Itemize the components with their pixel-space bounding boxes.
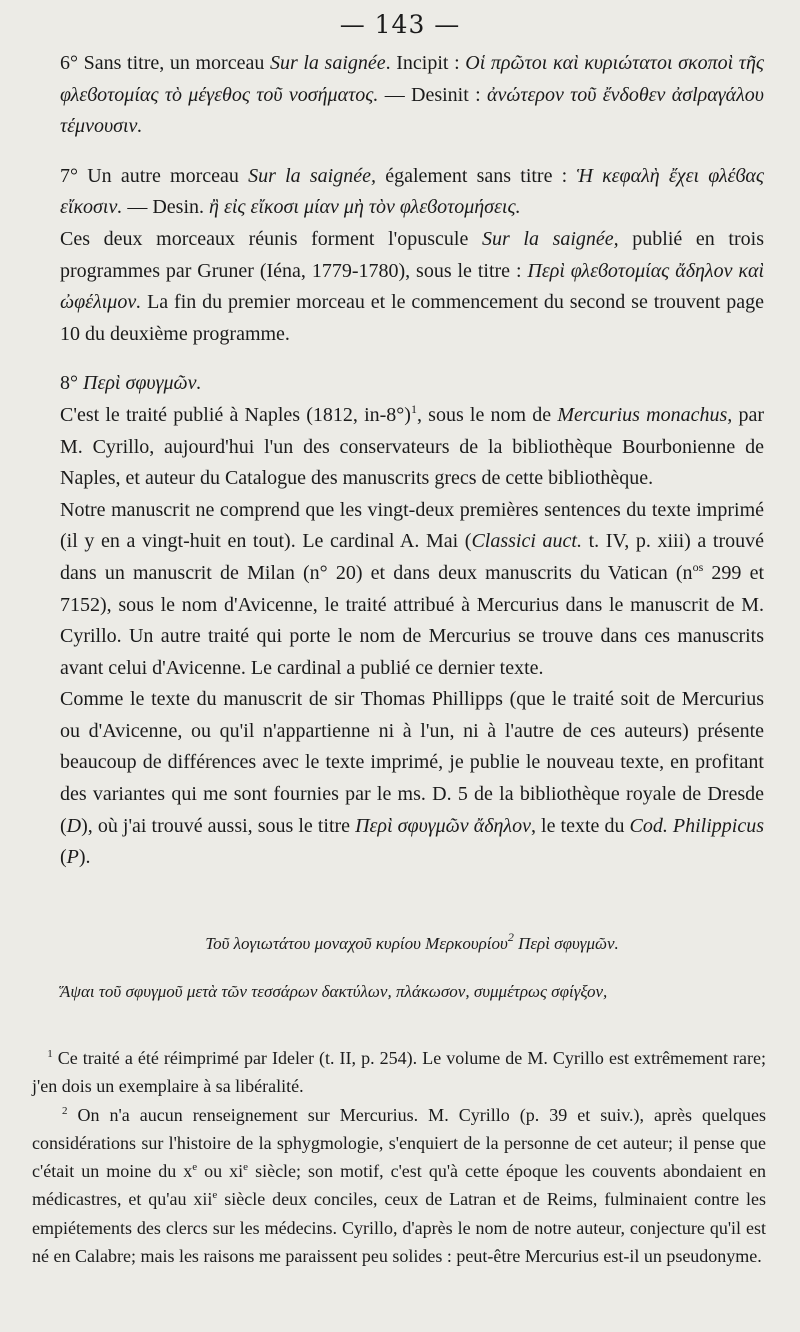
item7-desin-greek: ἢ εἰς εἴκοσι μίαν μὴ τὸν φλεϐοτομήσεις. xyxy=(209,196,521,219)
page-number: — 143 — xyxy=(339,10,461,39)
item6-lead: 6° Sans titre, un morceau xyxy=(60,52,270,74)
saignee-greek-title: Περὶ φλεϐοτομίας ἄδηλον καὶ ὠφέλιμον. xyxy=(60,259,765,314)
footnote-1-number: 1 xyxy=(47,1048,53,1060)
footnote-2-sup-e3: e xyxy=(212,1189,218,1202)
greek-title-text-a: Τοῦ λογιωτάτου μοναχοῦ κυρίου Μερκουρίου xyxy=(205,934,508,953)
saignee-text-c: La fin du premier morceau et le commencement du second se trouvent page 10 du deuxième programme. xyxy=(60,291,764,345)
greek-title-text-b: Περὶ σφυγμῶν. xyxy=(513,934,619,953)
footnote-ref-2: 2 xyxy=(507,930,514,944)
phillipps-codex: Cod. Philippicus xyxy=(629,814,764,837)
saignee-text-b: publié en trois programmes par Gruner (Iéna, 1779-1780), sous le titre : xyxy=(60,227,764,282)
phillipps-siglum-d: D xyxy=(66,814,82,837)
item6-title: Sur la saignée xyxy=(269,52,386,74)
paragraph-phillipps xyxy=(60,684,764,874)
item8-greek-title: Περὶ σφυγμῶν. xyxy=(83,372,202,395)
item7-incipit-greek: Ἡ κεφαλὴ ἔχει φλέϐας εἴκοσιν. xyxy=(60,164,765,219)
footnote-ref-1: 1 xyxy=(410,401,417,416)
footnote-2-text-b: ou xi xyxy=(197,1161,244,1182)
paragraph-saignee xyxy=(60,224,764,350)
phillipps-text-b: ), où j'ai trouvé aussi, sous le titre xyxy=(81,814,356,837)
phillipps-text-a: Comme le texte du manuscrit de sir Thomas Phillipps (que le traité soit de Mercurius ou d'Avicenne, ou qu'il n'appartienne ni à l'un, ni à l'autre de ces auteurs) présente beaucoup de différences avec le texte imprimé, je publie le nouveau texte, en profitant des variantes qui me sont fournies par le ms. D. 5 de la bibliothèque royale de Dresde ( xyxy=(60,688,764,837)
item6-incipit-label: . Incipit : xyxy=(385,52,466,74)
manuscrit-text-b: t. IV, p. xiii) a trouvé dans un manuscrit de Milan (n° 20) et dans deux manuscrits du Vatican (n xyxy=(60,530,764,584)
paragraph-item-6 xyxy=(60,48,764,143)
saignee-title: Sur la saignée, xyxy=(481,227,619,250)
item7-desin-label: — Desin. xyxy=(122,196,210,219)
manuscrit-text-c: 299 et 7152), sous le nom d'Avicenne, le traité attribué à Mercurius dans le manuscrit de M. Cyrillo. Un autre traité qui porte le nom de Mercurius se trouve dans ces manuscrits avant celui d'Avicenne. Le cardinal a publié ce dernier texte. xyxy=(60,561,765,679)
naples-text-a: C'est le traité publié à Naples (1812, in-8°) xyxy=(60,403,411,426)
paragraph-manuscrit xyxy=(60,495,764,685)
naples-text-b: , sous le nom de xyxy=(416,403,558,426)
greek-text-line: Ἅψαι τοῦ σφυγμοῦ μετὰ τῶν τεσσάρων δακτύλων, πλάκωσον, συμμέτρως σφίγξον, xyxy=(60,982,608,1001)
manuscrit-text-a: Notre manuscrit ne comprend que les vingt-deux premières sentences du texte imprimé (il y en a vingt-huit en tout). Le cardinal A. Mai ( xyxy=(60,498,764,553)
naples-text-c: par M. Cyrillo, aujourd'hui l'un des conservateurs de la bibliothèque Bourbonienne de Naples, et auteur du Catalogue des manuscrits grecs de cette bibliothèque. xyxy=(60,403,764,490)
manuscrit-os: os xyxy=(692,559,704,574)
footnote-2-number: 2 xyxy=(62,1104,68,1117)
footnote-2-text-a: On n'a aucun renseignement sur Mercurius. M. Cyrillo (p. 39 et suiv.), après quelques considérations sur l'histoire de la sphygmologie, s'enquiert de la personne de cet auteur; il pense que c'était un moine du x xyxy=(32,1104,766,1182)
paragraph-item-8 xyxy=(60,368,764,400)
phillipps-text-c: , le texte du xyxy=(530,814,630,837)
footnote-2 xyxy=(32,1101,766,1271)
paragraph-item-7 xyxy=(60,161,764,224)
manuscrit-ref: Classici auct. xyxy=(471,530,582,553)
phillipps-siglum-p: P xyxy=(66,846,79,869)
phillipps-greek-title: Περὶ σφυγμῶν ἄδηλον xyxy=(355,814,531,837)
main-text xyxy=(60,48,764,874)
footnotes xyxy=(32,1044,766,1270)
footnote-2-sup-e2: e xyxy=(243,1161,249,1174)
item7-lead: 7° Un autre morceau xyxy=(60,164,249,187)
saignee-text-a: Ces deux morceaux réunis forment l'opuscule xyxy=(60,227,482,250)
greek-treatise-title xyxy=(60,930,764,954)
footnote-1 xyxy=(32,1044,766,1101)
footnote-2-sup-e1: e xyxy=(192,1161,198,1174)
footnote-2-text-d: siècle deux conciles, ceux de Latran et de Reims, fulminaient contre les empiétements des clercs sur les médecins. Cyrillo, d'après le nom de notre auteur, conjecture qu'il est né en Calabre; mais les raisons me paraissent peu solides : peut-être Mercurius est-il un pseudonyme. xyxy=(32,1189,766,1267)
item6-incipit-greek: Οἱ πρῶτοι καὶ κυριώτατοι σκοποὶ τῆς φλεϐοτομίας τὸ μέγεθος τοῦ νοσήματος. xyxy=(60,52,765,106)
footnote-1-text: Ce traité a été réimprimé par Ideler (t. II, p. 254). Le volume de M. Cyrillo est extrêmement rare; j'en dois un exemplaire à sa libéralité. xyxy=(32,1048,767,1097)
footnote-2-text-c: siècle; son motif, c'est qu'à cette époque les couvents abondaient en médicastres, et qu'au xii xyxy=(32,1161,766,1210)
item8-lead: 8° xyxy=(60,372,83,395)
paragraph-naples xyxy=(60,400,764,495)
item6-desinit-label: — Desinit : xyxy=(378,83,487,106)
phillipps-text-e: ). xyxy=(78,846,91,869)
phillipps-text-d: ( xyxy=(60,846,67,869)
naples-name: Mercurius monachus, xyxy=(557,403,733,426)
item6-desinit-greek: ἀνώτερον τοῦ ἔνδοθεν ἀσlραγάλου τέμνουσιν. xyxy=(60,83,764,138)
item7-title: Sur la saignée, xyxy=(248,164,376,187)
item7-mid: également sans titre : xyxy=(376,164,577,187)
